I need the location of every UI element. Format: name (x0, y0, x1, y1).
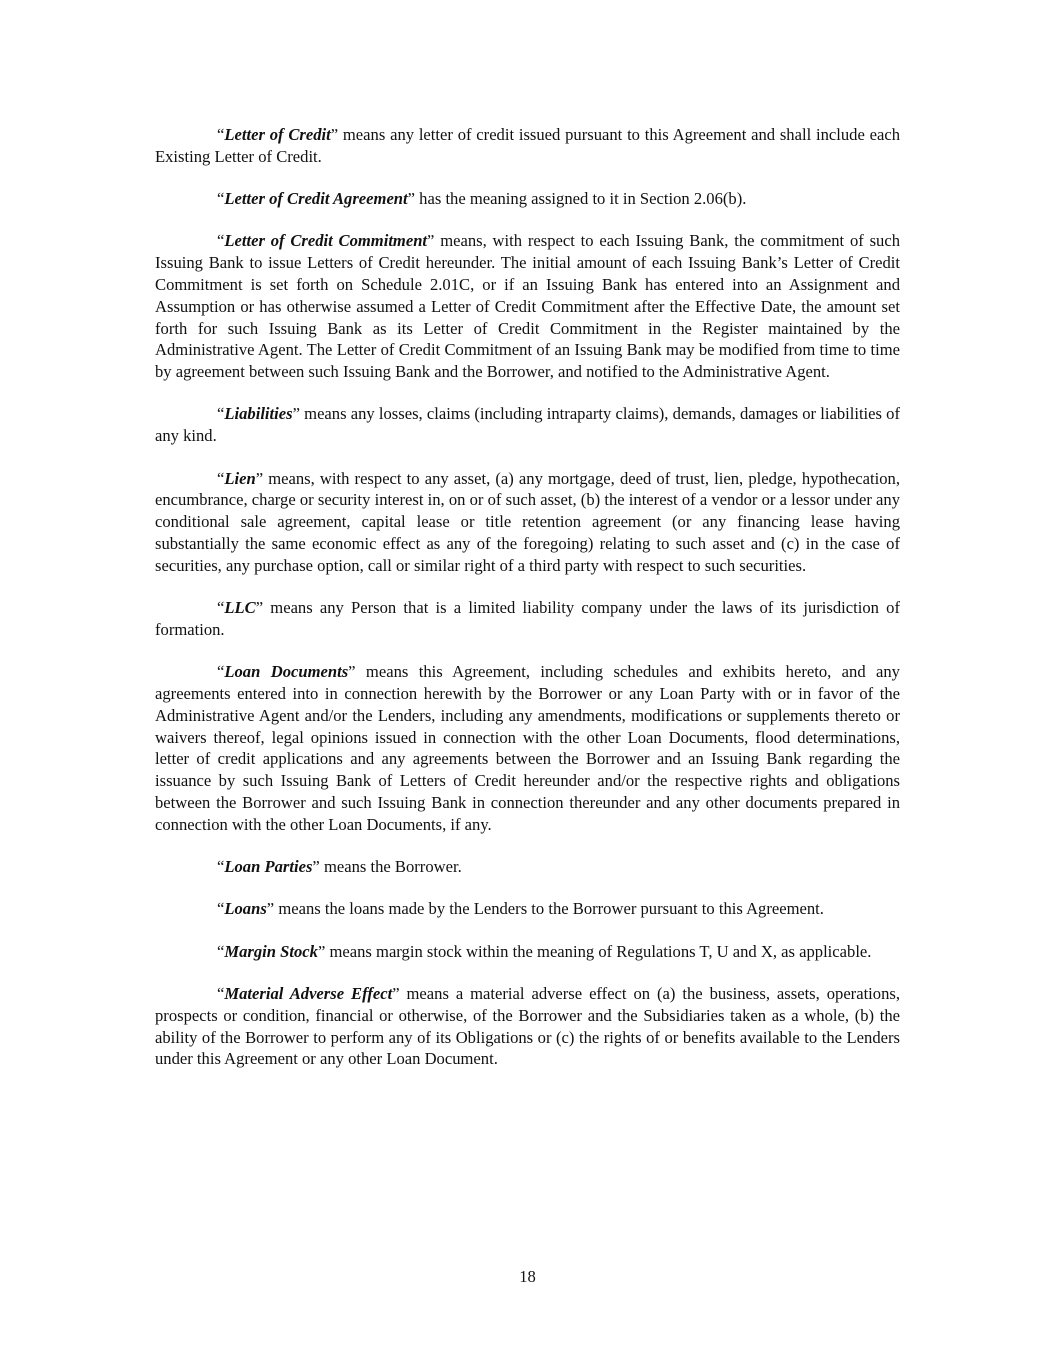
definition-text: means the Borrower. (319, 857, 462, 877)
defined-term: Margin Stock (224, 941, 318, 961)
close-quote: ” (255, 468, 264, 488)
definitions-section (155, 124, 900, 1091)
definition-text: means, with respect to each Issuing Bank, the commitment of such Issuing Bank to issue Letters of Credit hereunder. The initial amount of each Issuing Bank’s Letter of Credit Commitment is set forth on Schedule 2.01C, or if an Issuing Bank has entered into an Assignment and Assumption or has otherwise assumed a Letter of Credit Commitment after the Effective Date, the amount set forth for such Issuing Bank as its Letter of Credit Commitment in the Register maintained by the Administrative Agent. The Letter of Credit Commitment of an Issuing Bank may be modified from time to time by agreement between such Issuing Bank and the Borrower, and notified to the Administrative Agent. (155, 231, 900, 382)
definition-lien (155, 468, 900, 577)
open-quote: “ (217, 189, 225, 209)
definition-loan-parties (155, 856, 900, 878)
definition-text: means a material adverse effect on (a) the business, assets, operations, prospects or condition, financial or otherwise, of the Borrower and the Subsidiaries taken as a whole, (b) the ability of the Borrower to perform any of its Obligations or (c) the rights of or benefits available to the Lenders under this Agreement or any other Loan Document. (155, 983, 900, 1069)
open-quote: “ (217, 125, 225, 144)
definition-loan-documents (155, 661, 900, 835)
definition-text: means, with respect to any asset, (a) any mortgage, deed of trust, lien, pledge, hypothecation, encumbrance, charge or security interest in, on or of such asset, (b) the interest of a vendor or a lessor under any conditional sale agreement, capital lease or title retention agreement (or any financing lease having substantially the same economic effect as any of the foregoing) relating to such asset and (c) in the case of securities, any purchase option, call or similar right of a third party with respect to such securities. (155, 468, 900, 575)
open-quote: “ (217, 468, 225, 488)
close-quote: ” (292, 404, 300, 424)
open-quote: “ (217, 983, 225, 1003)
open-quote: “ (217, 857, 225, 877)
open-quote: “ (217, 404, 225, 424)
defined-term: Material Adverse Effect (224, 983, 393, 1003)
definition-text: has the meaning assigned to it in Section 2.06(b). (415, 189, 747, 209)
definition-material-adverse-effect (155, 983, 900, 1070)
defined-term: LLC (224, 598, 256, 618)
defined-term: Lien (224, 468, 256, 488)
open-quote: “ (217, 231, 225, 251)
close-quote: ” (330, 125, 339, 144)
defined-term: Loan Parties (224, 857, 313, 877)
open-quote: “ (217, 662, 225, 682)
close-quote: ” (407, 189, 416, 209)
close-quote: ” (255, 598, 264, 618)
defined-term: Liabilities (224, 404, 293, 424)
close-quote: ” (427, 231, 435, 251)
defined-term: Loan Documents (224, 662, 349, 682)
close-quote: ” (392, 983, 400, 1003)
close-quote: ” (317, 941, 326, 961)
defined-term: Loans (224, 899, 267, 919)
definition-text: means any Person that is a limited liability company under the laws of its jurisdiction of formation. (155, 598, 900, 639)
close-quote: ” (348, 662, 356, 682)
definition-letter-of-credit-agreement (155, 188, 900, 210)
definition-letter-of-credit (155, 124, 900, 168)
defined-term: Letter of Credit (224, 125, 331, 144)
definition-text: means the loans made by the Lenders to the Borrower pursuant to this Agreement. (274, 899, 824, 919)
defined-term: Letter of Credit Agreement (224, 189, 408, 209)
definition-letter-of-credit-commitment (155, 230, 900, 383)
open-quote: “ (217, 941, 225, 961)
defined-term: Letter of Credit Commitment (224, 231, 428, 251)
close-quote: ” (312, 857, 320, 877)
definition-text: means this Agreement, including schedules and exhibits hereto, and any agreements entered into in connection herewith by the Borrower or any Loan Party with or in favor of the Administrative Agent and/or the Lenders, including any amendments, modifications or supplements thereto or waivers thereof, legal opinions issued in connection with the other Loan Documents, flood determinations, letter of credit applications and any agreements between the Borrower and an Issuing Bank regarding the issuance by such Issuing Bank of Letters of Credit hereunder and/or the respective rights and obligations between the Borrower and such Issuing Bank in connection thereunder and any other documents prepared in connection with the other Loan Documents, if any. (155, 662, 900, 834)
definition-margin-stock (155, 941, 900, 963)
open-quote: “ (217, 899, 225, 919)
close-quote: ” (266, 899, 275, 919)
definition-liabilities (155, 403, 900, 447)
open-quote: “ (217, 598, 225, 618)
definition-text: means any losses, claims (including intraparty claims), demands, damages or liabilities of any kind. (155, 404, 900, 446)
definition-text: means margin stock within the meaning of Regulations T, U and X, as applicable. (325, 941, 872, 961)
page-number: 18 (519, 1267, 536, 1286)
definition-loans (155, 898, 900, 920)
definition-text: means any letter of credit issued pursuant to this Agreement and shall include each Existing Letter of Credit. (155, 125, 900, 166)
definition-llc (155, 597, 900, 641)
